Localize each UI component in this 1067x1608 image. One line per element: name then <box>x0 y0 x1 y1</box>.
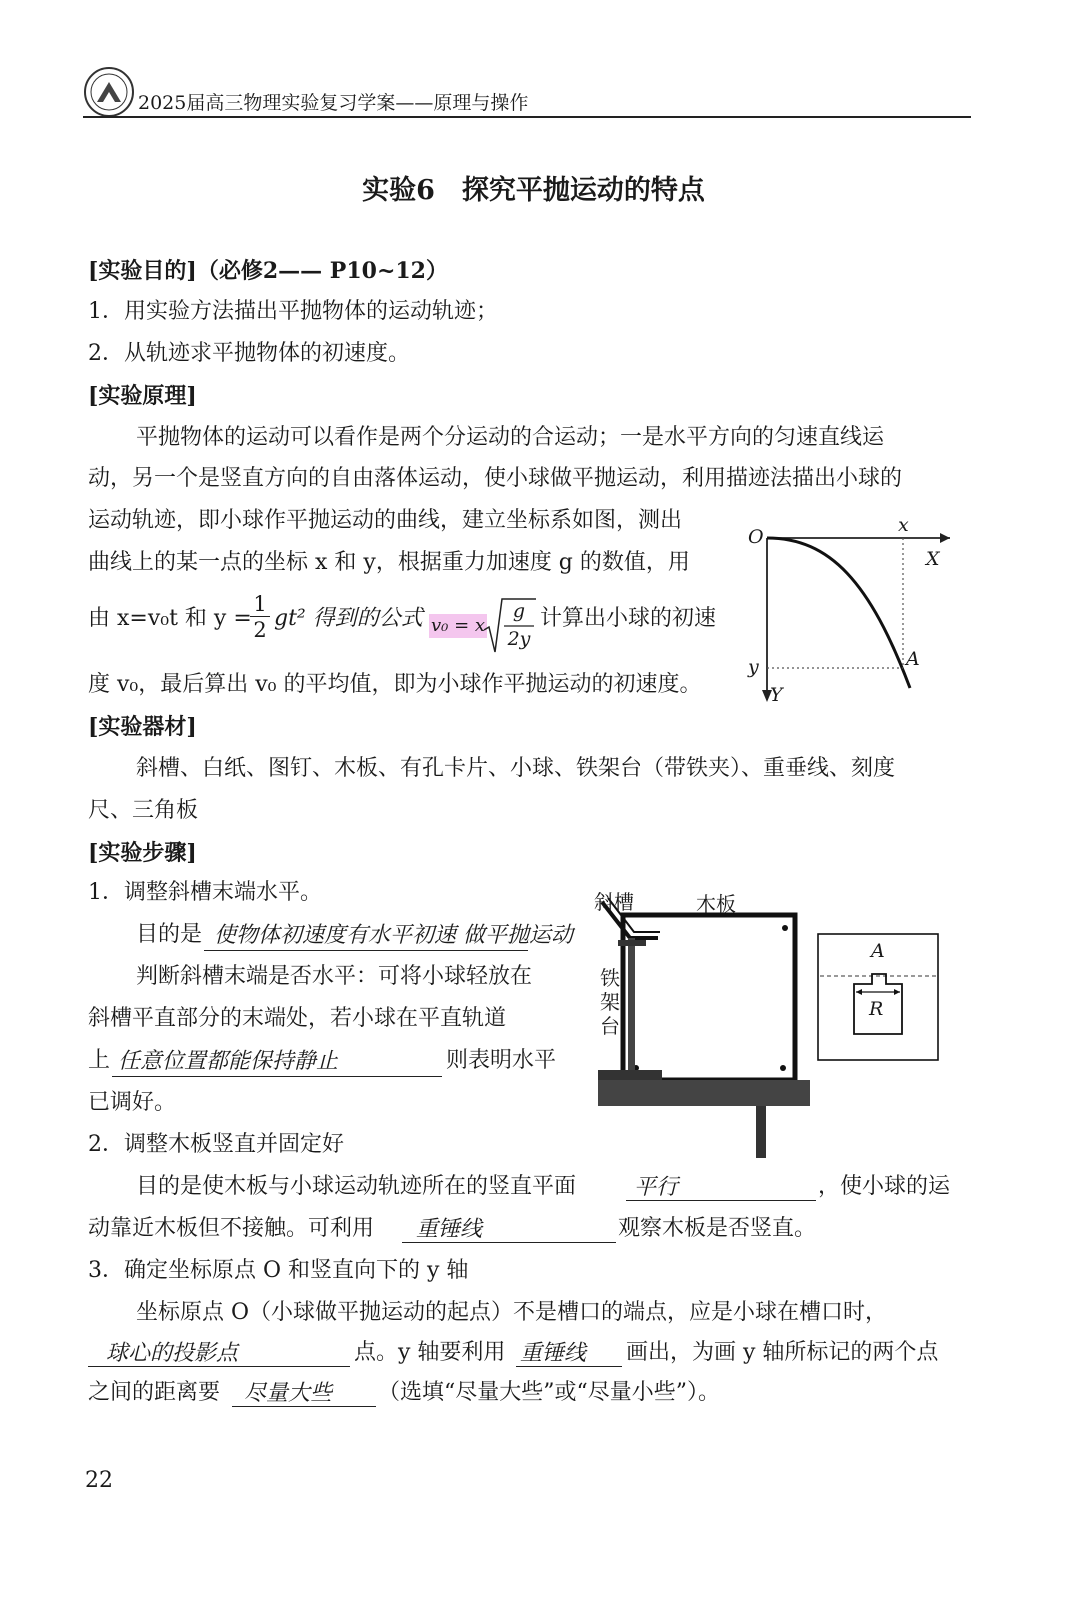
diagram-label-stand-2: 架 <box>600 990 620 1014</box>
step1-judge-line-2: 斜槽平直部分的末端处，若小球在平直轨道 <box>88 1006 507 1031</box>
school-logo <box>83 66 135 118</box>
formula-gt2: gt² 得到的公式 <box>274 606 423 631</box>
graph-label-Y: Y <box>770 684 783 706</box>
steps-heading: [实验步骤] <box>88 840 197 866</box>
diagram-label-chute: 斜槽 <box>594 890 634 914</box>
principle-line-4: 曲线上的某一点的坐标 x 和 y，根据重力加速度 g 的数值，用 <box>88 550 690 575</box>
step2-underline-2 <box>402 1242 616 1243</box>
purpose-item-1: 1．用实验方法描出平抛物体的运动轨迹； <box>88 299 498 324</box>
graph-label-A: A <box>906 648 920 670</box>
step3-underline-3 <box>232 1406 376 1407</box>
diagram-label-stand-1: 铁 <box>600 966 620 990</box>
step2-answer-parallel: 平行 <box>634 1175 679 1200</box>
step2-underline-1 <box>626 1200 816 1201</box>
step3-line3-suffix: （选填“尽量大些”或“尽量小些”）。 <box>378 1380 720 1405</box>
apparatus-diagram <box>590 880 950 1160</box>
step1-title: 1．调整斜槽末端水平。 <box>88 880 322 905</box>
formula-highlight: v₀ = x <box>431 615 486 636</box>
step1-purpose-answer: 使物体初速度有水平初速 做平抛运动 <box>214 923 573 948</box>
principle-heading: [实验原理] <box>88 383 197 409</box>
step1-judge-line-1: 判断斜槽末端是否水平：可将小球轻放在 <box>136 964 533 989</box>
principle-line-1: 平抛物体的运动可以看作是两个分运动的合运动；一是水平方向的匀速直线运 <box>136 425 885 450</box>
step1-purpose-prefix: 目的是 <box>136 922 203 947</box>
step1-purpose-underline <box>204 950 528 951</box>
step3-line3-prefix: 之间的距离要 <box>88 1380 221 1405</box>
step1-judge-underline <box>112 1076 442 1077</box>
card-label-R: R <box>869 998 884 1020</box>
step2-line2-suffix: 观察木板是否竖直。 <box>618 1216 817 1241</box>
step2-line1-suffix: ，使小球的运 <box>818 1174 951 1199</box>
diagram-label-board: 木板 <box>696 892 736 916</box>
step3-answer-origin: 球心的投影点 <box>106 1341 239 1366</box>
header-rule <box>83 116 971 118</box>
principle-line-2: 动，另一个是竖直方向的自由落体运动，使小球做平抛运动，利用描迹法描出小球的 <box>88 466 903 491</box>
step3-line2-mid: 点。y 轴要利用 <box>354 1340 506 1365</box>
equipment-line-1: 斜槽、白纸、图钉、木板、有孔卡片、小球、铁架台（带铁夹）、重垂线、刻度 <box>136 756 896 781</box>
trajectory-graph <box>740 512 960 712</box>
step1-judge-line-4: 已调好。 <box>88 1090 177 1115</box>
graph-label-X: X <box>926 548 940 570</box>
step3-underline-1 <box>88 1366 350 1367</box>
fraction-half: 1 2 <box>250 592 270 643</box>
graph-label-x: x <box>898 514 909 536</box>
diagram-label-stand-3: 台 <box>600 1014 620 1038</box>
step2-title: 2．调整木板竖直并固定好 <box>88 1132 344 1157</box>
step3-underline-2 <box>516 1366 622 1367</box>
graph-label-O: O <box>748 526 764 548</box>
step3-answer-distance: 尽量大些 <box>244 1381 333 1406</box>
sqrt-numerator: g <box>512 600 526 622</box>
step1-judge-answer: 任意位置都能保持静止 <box>118 1049 339 1074</box>
step2-answer-plumb: 重锤线 <box>416 1217 483 1242</box>
graph-label-y: y <box>748 656 759 678</box>
principle-last-line: 度 v₀，最后算出 v₀ 的平均值，即为小球作平抛运动的初速度。 <box>88 672 702 697</box>
sqrt-denominator: 2y <box>507 628 531 650</box>
step1-judge-line-3-prefix: 上 <box>88 1048 111 1073</box>
formula-suffix: 计算出小球的初速 <box>540 606 717 631</box>
step1-judge-line-3-suffix: 则表明水平 <box>446 1048 557 1073</box>
purpose-item-2: 2．从轨迹求平抛物体的初速度。 <box>88 341 410 366</box>
step3-title: 3．确定坐标原点 O 和竖直向下的 y 轴 <box>88 1258 469 1283</box>
equipment-heading: [实验器材] <box>88 714 197 740</box>
step2-line2-prefix: 动靠近木板但不接触。可利用 <box>88 1216 375 1241</box>
book-title: 2025届高三物理实验复习学案——原理与操作 <box>138 92 529 114</box>
principle-line-3: 运动轨迹，即小球作平抛运动的曲线，建立坐标系如图，测出 <box>88 508 683 533</box>
purpose-heading: [实验目的]（必修2—— P10~12） <box>88 258 448 284</box>
step3-line1: 坐标原点 O（小球做平抛运动的起点）不是槽口的端点，应是小球在槽口时， <box>136 1300 888 1325</box>
formula-prefix: 由 x=v₀t 和 y = <box>88 606 252 631</box>
step3-answer-plumb: 重锤线 <box>520 1341 587 1366</box>
page-number: 22 <box>85 1468 113 1493</box>
page-title: 实验6 探究平抛运动的特点 <box>362 175 705 206</box>
step2-line1-prefix: 目的是使木板与小球运动轨迹所在的竖直平面 <box>136 1174 577 1199</box>
card-label-A: A <box>871 940 885 962</box>
equipment-line-2: 尺、三角板 <box>88 798 199 823</box>
step3-line2-suffix: 画出，为画 y 轴所标记的两个点 <box>626 1340 939 1365</box>
